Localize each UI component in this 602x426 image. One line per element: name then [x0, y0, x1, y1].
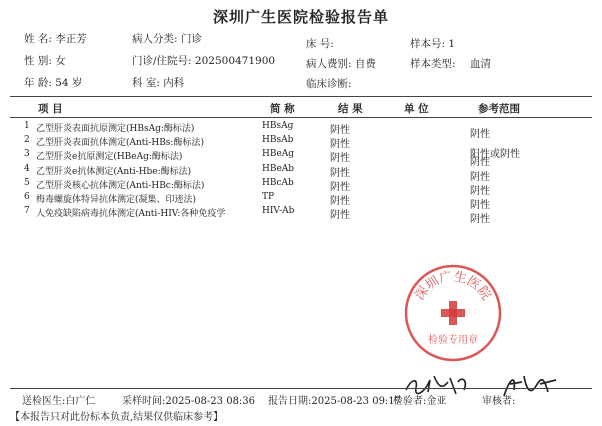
row-abbr: HBsAb — [262, 135, 294, 146]
sample-type-label: 样本类型: — [410, 58, 456, 70]
row-result: 阴性 — [330, 196, 350, 207]
submitting-doctor: 送检医生:白广仁 — [22, 396, 96, 407]
divider-header — [10, 117, 592, 118]
row-abbr: TP — [262, 192, 275, 202]
sample-number: 样本号: 1 — [410, 38, 456, 50]
row-result: 阴性 — [330, 210, 350, 222]
row-item-name: 乙型肝炎核心抗体测定(Anti-HBc:酶标法) — [36, 180, 205, 191]
row-result: 阴性 — [330, 181, 350, 193]
clinical-diagnosis: 临床诊断: — [306, 78, 352, 90]
header-ref: 参考范围 — [478, 103, 520, 115]
row-abbr: HBeAb — [262, 163, 295, 174]
divider-top — [10, 96, 592, 97]
row-result: 阴性 — [330, 125, 350, 136]
row-reference: 阴性 — [470, 200, 490, 211]
row-number: 7 — [24, 206, 30, 217]
sample-type-value: 血清 — [470, 58, 491, 70]
row-reference: 阴性 — [470, 129, 490, 140]
header-abbr: 简 称 — [270, 103, 295, 115]
row-result: 阴性 — [330, 153, 350, 165]
seal-subtext: 检验专用章 — [428, 335, 478, 346]
row-number: 4 — [24, 163, 30, 174]
clinic-number: 门诊/住院号: 202500471900 — [132, 55, 276, 67]
row-reference: 阴性 — [470, 171, 490, 183]
svg-text:深圳广生医院 — [412, 269, 493, 303]
patient-gender: 性 别: 女 — [24, 55, 66, 67]
divider-footer — [10, 388, 592, 389]
row-result: 阴性 — [330, 167, 350, 179]
row-reference: 阳性或阴性 — [470, 149, 520, 161]
row-reference: 阴性 — [470, 157, 490, 169]
row-reference: 阴性 — [470, 185, 490, 197]
patient-age: 年 龄: 54 岁 — [24, 77, 83, 89]
fee-category: 病人费别: 自费 — [306, 58, 376, 70]
row-item-name: 人免疫缺陷病毒抗体测定(Anti-HIV:各种免疫学 — [36, 209, 226, 220]
report-title: 深圳广生医院检验报告单 — [212, 8, 389, 26]
row-abbr: HIV-Ab — [262, 206, 295, 217]
patient-category: 病人分类: 门诊 — [132, 33, 202, 45]
row-number: 2 — [24, 135, 30, 146]
row-item-name: 乙型肝炎e抗体测定(Anti-Hbe:酶标法) — [36, 166, 192, 177]
row-item-name: 乙型肝炎表面抗体测定(Anti-HBs:酶标法) — [36, 138, 204, 149]
inspector-label: 检验者:金亚 — [393, 396, 447, 407]
bed-number: 床 号: — [306, 38, 334, 50]
row-abbr: HBcAb — [262, 177, 294, 188]
row-number: 3 — [24, 149, 30, 160]
row-item-name: 乙型肝炎表面抗原测定(HBsAg:酶标法) — [36, 124, 195, 134]
row-item-name: 梅毒螺旋体特异抗体测定(凝集、印迹法) — [36, 195, 197, 205]
disclaimer-note: 【本报告只对此份标本负责,结果仅供临床参考】 — [10, 412, 224, 423]
header-unit: 单 位 — [404, 103, 429, 115]
row-number: 5 — [24, 177, 30, 188]
collect-time: 采样时间:2025-08-23 08:36 — [122, 396, 256, 407]
row-abbr: HBsAg — [262, 121, 294, 131]
reviewer-label: 审核者: — [482, 396, 516, 407]
patient-name: 姓 名: 李正芳 — [24, 33, 87, 45]
report-date: 报告日期:2025-08-23 09:17 — [268, 396, 402, 407]
hospital-seal-icon — [403, 263, 503, 363]
row-reference: 阴性 — [470, 214, 490, 226]
row-item-name: 乙型肝炎e抗原测定(HBeAg:酶标法) — [36, 152, 183, 163]
header-item: 项 目 — [38, 103, 63, 115]
header-result: 结 果 — [338, 103, 363, 115]
row-number: 6 — [24, 192, 30, 202]
seal-text: 深圳广生医院 — [412, 269, 494, 304]
row-number: 1 — [24, 121, 30, 131]
row-result: 阴性 — [330, 139, 350, 151]
row-abbr: HBeAg — [262, 149, 295, 160]
department: 科 室: 内科 — [132, 77, 185, 89]
